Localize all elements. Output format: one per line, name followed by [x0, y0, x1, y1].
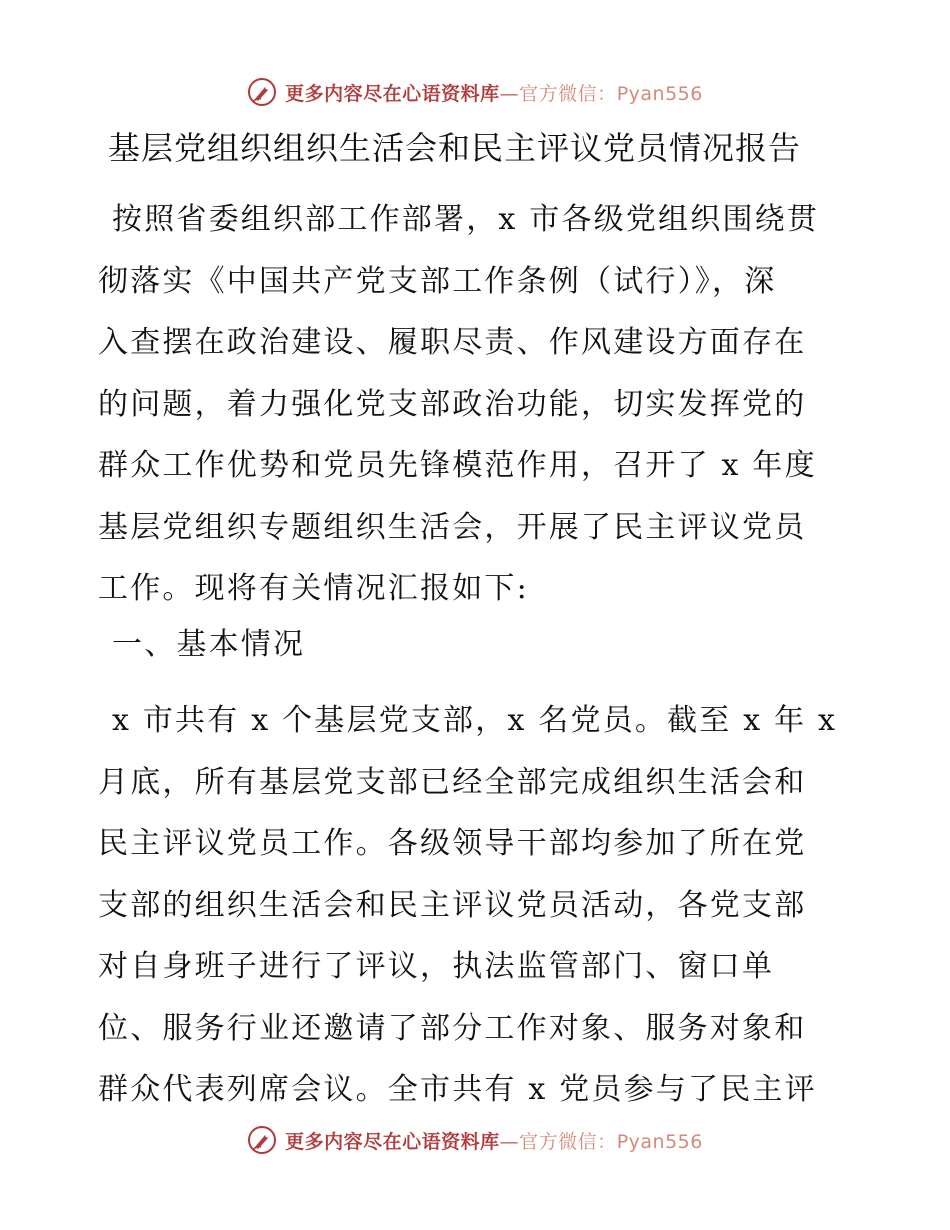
paragraph-line: 彻落实《中国共产党支部工作条例（试行）》，深 — [98, 263, 777, 299]
paragraph-line: x 市共有 x 个基层党支部，x 名党员。截至 x 年 x — [112, 703, 838, 738]
watermark-wechat-id: Pyan556 — [616, 1130, 703, 1153]
watermark-text — [285, 79, 703, 106]
header-watermark — [0, 72, 950, 112]
paragraph-line: 群众代表列席会议。全市共有 x 党员参与了民主评 — [98, 1072, 817, 1107]
paragraph-line: 工作。现将有关情况汇报如下: — [98, 571, 529, 606]
paragraph-line: 按照省委组织部工作部署，x 市各级党组织围绕贯 — [112, 202, 820, 237]
paragraph-line: 位、服务行业还邀请了部分工作对象、服务对象和 — [98, 1010, 807, 1046]
watermark-dash: — — [499, 82, 520, 105]
watermark-brand: 更多内容尽在心语资料库 — [285, 82, 500, 105]
paragraph-line: 的问题，着力强化党支部政治功能，切实发挥党的 — [98, 386, 807, 422]
paragraph-line: 群众工作优势和党员先锋模范作用，召开了 x 年度 — [98, 448, 817, 483]
pen-nib-logo-icon — [247, 77, 277, 107]
paragraph-line: 支部的组织生活会和民主评议党员活动，各党支部 — [98, 887, 807, 923]
footer-watermark — [0, 1120, 950, 1160]
watermark-wechat-label: 官方微信： — [519, 82, 617, 105]
watermark-wechat-id: Pyan556 — [616, 82, 703, 105]
watermark-wechat-label: 官方微信： — [519, 1130, 617, 1153]
paragraph-line: 对自身班子进行了评议，执法监管部门、窗口单 — [98, 949, 775, 984]
watermark-brand: 更多内容尽在心语资料库 — [285, 1130, 500, 1153]
document-title: 基层党组织组织生活会和民主评议党员情况报告 — [108, 129, 802, 167]
paragraph-basic-situation — [98, 690, 872, 1121]
watermark-dash: — — [499, 1130, 520, 1153]
paragraph-line: 入查摆在政治建设、履职尽责、作风建设方面存在 — [98, 325, 807, 360]
pen-nib-logo-icon — [247, 1125, 277, 1155]
paragraph-line: 基层党组织专题组织生活会，开展了民主评议党员 — [98, 509, 807, 545]
paragraph-line: 民主评议党员工作。各级领导干部均参加了所在党 — [98, 826, 807, 861]
paragraph-line: 月底，所有基层党支部已经全部完成组织生活会和 — [98, 764, 807, 800]
paragraph-intro — [98, 189, 872, 620]
watermark-text — [285, 1127, 703, 1154]
section-heading: 一、基本情况 — [112, 627, 306, 662]
